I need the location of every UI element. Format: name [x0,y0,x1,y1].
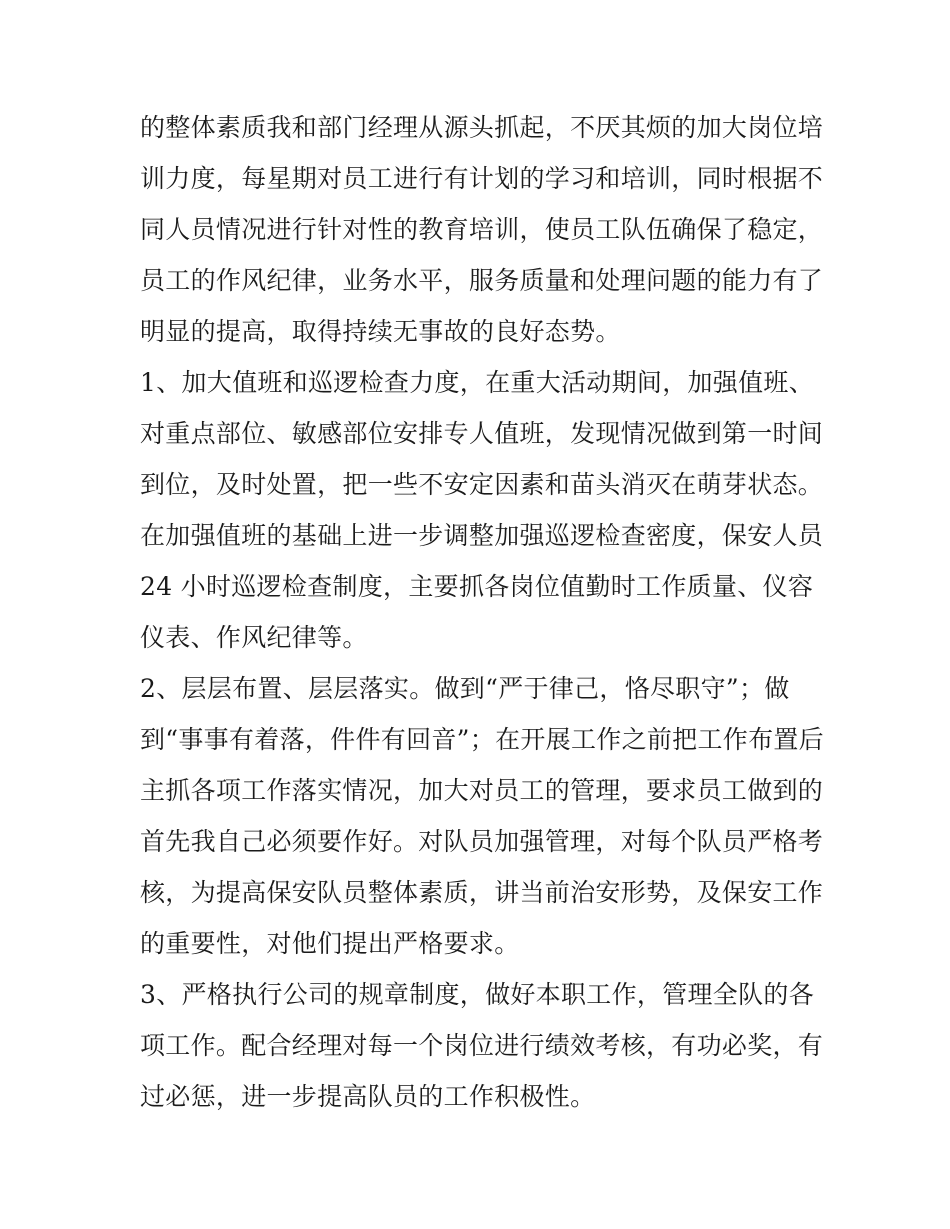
text-line: 明显的提高，取得持续无事故的良好态势。 [140,317,621,346]
text-line: 首先我自己必须要作好。对队员加强管理，对每个队员严格考 [140,827,824,856]
text-line: 员工的作风纪律，业务水平，服务质量和处理问题的能力有了 [140,266,824,295]
document-body [140,102,824,1122]
text-line: 同人员情况进行针对性的教育培训，使员工队伍确保了稳定， [140,215,824,244]
text-line: 3、严格执行公司的规章制度，做好本职工作，管理全队的各 [140,980,815,1009]
text-line: 在加强值班的基础上进一步调整加强巡逻检查密度，保安人员 [140,521,824,550]
text-line: 到“事事有着落，件件有回音”；在开展工作之前把工作布置后 [140,725,824,754]
text-line: 项工作。配合经理对每一个岗位进行绩效考核，有功必奖，有 [140,1031,824,1060]
text-line: 过必惩，进一步提高队员的工作积极性。 [140,1082,596,1111]
text-line: 24 小时巡逻检查制度，主要抓各岗位值勤时工作质量、仪容 [140,572,814,601]
text-line: 的重要性，对他们提出严格要求。 [140,929,520,958]
text-line: 1、加大值班和巡逻检查力度，在重大活动期间，加强值班、 [140,368,815,397]
text-line: 的整体素质我和部门经理从源头抓起，不厌其烦的加大岗位培 [140,113,824,142]
text-line: 训力度，每星期对员工进行有计划的学习和培训，同时根据不 [140,164,824,193]
text-line: 核，为提高保安队员整体素质，讲当前治安形势，及保安工作 [140,878,824,907]
text-line: 主抓各项工作落实情况，加大对员工的管理，要求员工做到的 [140,776,824,805]
text-line: 2、层层布置、层层落实。做到“严于律己，恪尽职守”；做 [140,674,790,703]
text-line: 仪表、作风纪律等。 [140,623,368,652]
text-line: 到位，及时处置，把一些不安定因素和苗头消灭在萌芽状态。 [140,470,824,499]
text-line: 对重点部位、敏感部位安排专人值班，发现情况做到第一时间 [140,419,824,448]
